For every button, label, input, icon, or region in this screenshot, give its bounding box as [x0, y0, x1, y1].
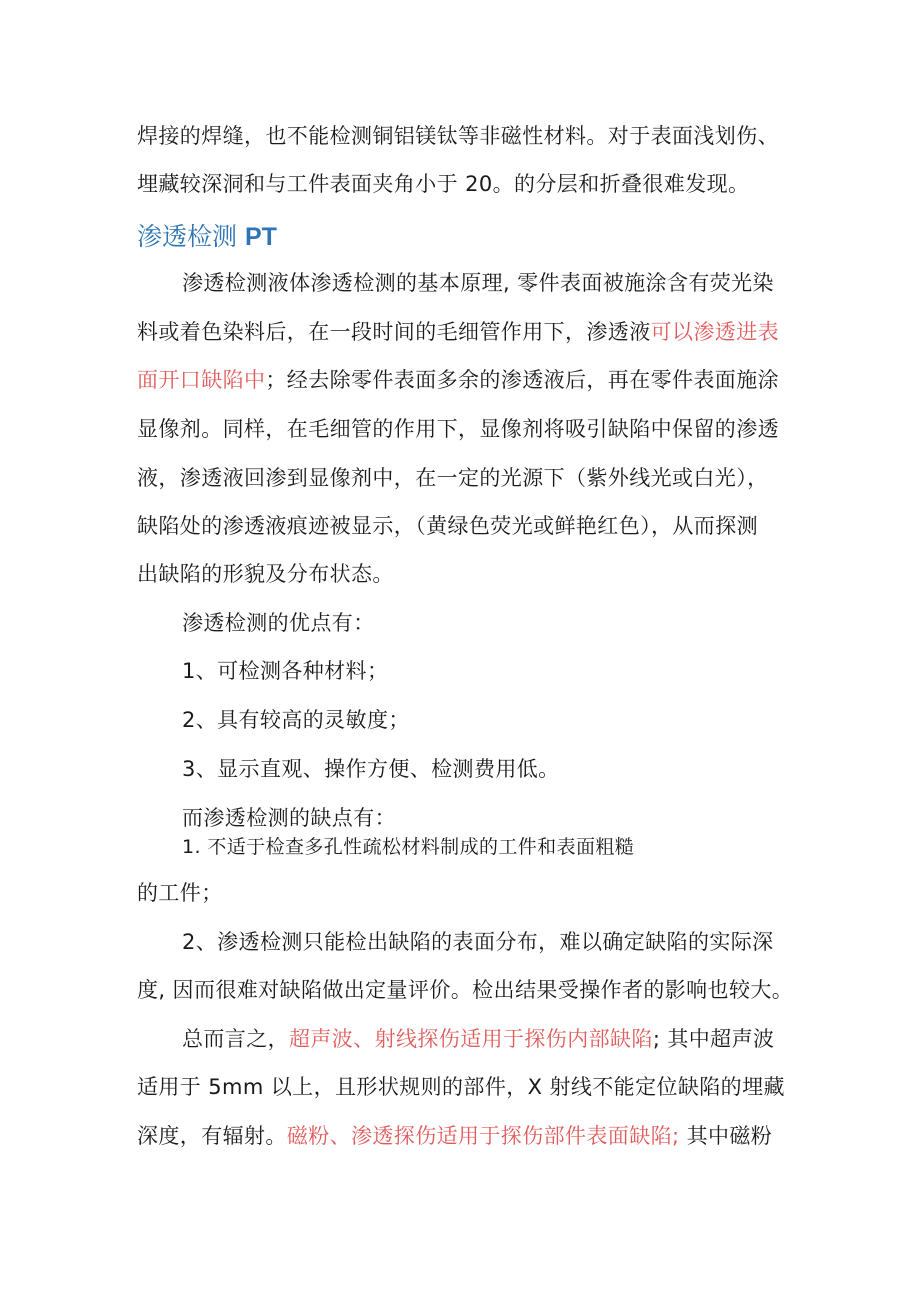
list-item: [182, 707, 410, 733]
paragraph-line: [137, 123, 779, 149]
paragraph-line: [137, 465, 769, 491]
text-span: 料或着色染料后，在一段时间的毛细管作用下，渗透液: [137, 320, 651, 344]
text-span: 1、可检测各种材料；: [182, 659, 389, 683]
list-item: [182, 756, 560, 782]
text-span: 总而言之，: [182, 1027, 289, 1051]
text-span: 的工件；: [137, 881, 223, 905]
paragraph-line: [137, 367, 779, 393]
paragraph-line: [137, 880, 223, 906]
paragraph-line: [182, 1026, 774, 1052]
text-span: 渗透检测液体渗透检测的基本原理, 零件表面被施涂含有荧光染: [182, 271, 774, 295]
paragraph-line: [137, 977, 793, 1003]
paragraph-line: [137, 1123, 772, 1149]
paragraph-line: [137, 561, 394, 587]
list-intro: [182, 610, 375, 636]
highlight-text: 可以渗透进表: [650, 320, 780, 344]
text-span: 深度，有辐射。: [137, 1124, 287, 1148]
text-span: 1. 不适于检查多孔性疏松材料制成的工件和表面粗糙: [182, 836, 635, 858]
paragraph-line: [137, 1074, 785, 1100]
paragraph-line: [182, 270, 774, 296]
list-item: [182, 658, 388, 684]
text-span: 出缺陷的形貌及分布状态。: [137, 562, 394, 586]
paragraph-line: [137, 513, 758, 539]
text-span: ; 其中超声波: [652, 1027, 775, 1051]
text-span: 3、显示直观、操作方便、检测费用低。: [182, 757, 560, 781]
text-span: 适用于 5mm 以上，且形状规则的部件，X 射线不能定位缺陷的埋藏: [137, 1075, 785, 1099]
list-intro: [182, 805, 396, 831]
text-span: 度, 因而很难对缺陷做出定量评价。检出结果受操作者的影响也较大。: [137, 978, 794, 1002]
text-span: 2、具有较高的灵敏度；: [182, 708, 410, 732]
text-span: 埋藏较深洞和与工件表面夹角小于 20。的分层和折叠很难发现。: [137, 172, 750, 196]
text-span: 焊接的焊缝，也不能检测铜铝镁钛等非磁性材料。对于表面浅划伤、: [137, 124, 779, 148]
text-span: 液，渗透液回渗到显像剂中，在一定的光源下（紫外线光或白光），: [137, 466, 769, 490]
text-span: 而渗透检测的缺点有：: [182, 806, 396, 830]
section-heading: [137, 222, 277, 252]
heading-text: 渗透检测: [137, 222, 238, 251]
text-span: 渗透检测的优点有：: [182, 611, 375, 635]
paragraph-line: [137, 416, 779, 442]
paragraph-line: [137, 171, 749, 197]
text-span: 2、渗透检测只能检出缺陷的表面分布，难以确定缺陷的实际深: [182, 930, 774, 954]
list-item: [182, 834, 634, 860]
heading-code: PT: [244, 223, 277, 251]
highlight-text: 超声波、射线探伤适用于探伤内部缺陷: [289, 1027, 653, 1051]
highlight-text: 磁粉、渗透探伤适用于探伤部件表面缺陷;: [286, 1124, 680, 1148]
text-span: 显像剂。同样，在毛细管的作用下，显像剂将吸引缺陷中保留的渗透: [137, 417, 779, 441]
list-item: [182, 929, 774, 955]
highlight-text: 面开口缺陷中: [137, 368, 266, 392]
text-span: ；经去除零件表面多余的渗透液后，再在零件表面施涂: [265, 368, 780, 392]
text-span: 缺陷处的渗透液痕迹被显示，（黄绿色荧光或鲜艳红色），从而探测: [137, 514, 758, 538]
text-span: 其中磁粉: [679, 1124, 773, 1148]
paragraph-line: [137, 319, 779, 345]
